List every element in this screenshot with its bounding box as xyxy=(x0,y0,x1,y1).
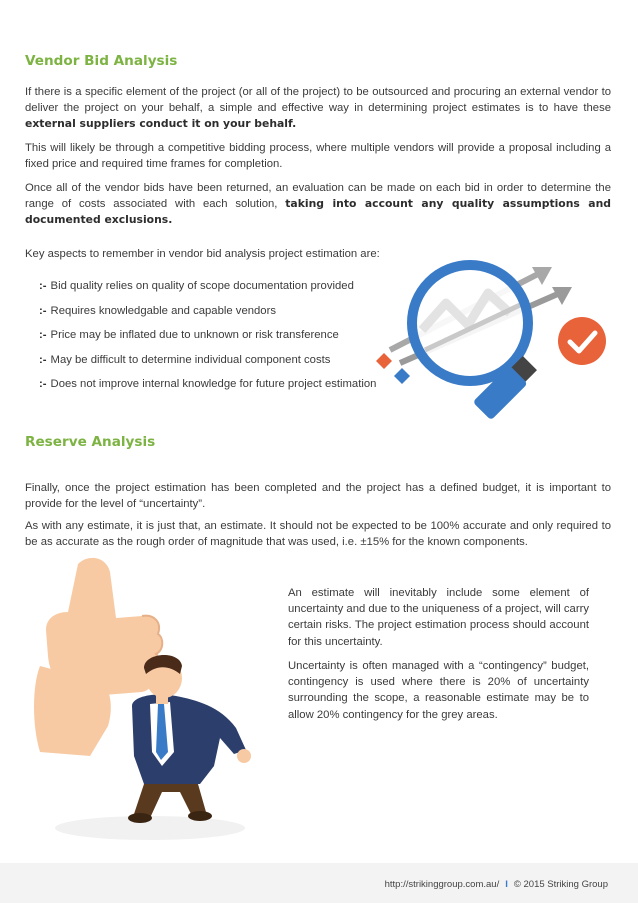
footer-separator: I xyxy=(505,879,508,890)
vendor-paragraph-1 xyxy=(25,84,611,133)
key-aspects-intro: Key aspects to remember in vendor bid analysis project estimation are: xyxy=(25,248,380,260)
bullet-text: Price may be inflated due to unknown or risk transference xyxy=(50,329,339,341)
list-item xyxy=(39,278,376,303)
bullet-text: Does not improve internal knowledge for future project estimation xyxy=(50,378,377,390)
check-badge-icon xyxy=(558,317,606,365)
list-item xyxy=(39,327,376,352)
thumbs-up-illustration xyxy=(30,556,270,846)
reserve-paragraph-1: Finally, once the project estimation has been completed and the project has a defined budget, it is important to provide for the level of “uncertainty”. xyxy=(25,482,611,511)
uncertainty-paragraph-2: Uncertainty is often managed with a “contingency” budget, contingency is used where there is 20% of uncertainty surrounding the scope, a reasonable estimate may be to allow 20% contingency for the grey areas. xyxy=(288,660,589,721)
reserve-paragraph-2: As with any estimate, it is just that, an estimate. It should not be expected to be 100% accurate and only required to be as accurate as the rough order of magnitude that was used, i.e. ±15% for the known components. xyxy=(25,520,611,549)
vendor-p1-text: If there is a specific element of the project (or all of the project) to be outsourced and procuring an external vendor to deliver the project on your behalf, a simple and effective way in determining project estimates is to have these xyxy=(25,86,611,115)
vendor-p3-text: Once all of the vendor bids have been returned, an evaluation can be made on each bid in order to determine the range of costs associated with each solution, xyxy=(25,182,611,211)
bullet-marker: :- xyxy=(39,353,47,366)
reserve-analysis-heading: Reserve Analysis xyxy=(25,434,156,450)
bullet-text: Requires knowledgable and capable vendors xyxy=(50,304,276,317)
magnifier-illustration xyxy=(370,255,620,430)
footer-url-link[interactable]: http://strikinggroup.com.au/ xyxy=(384,879,500,890)
blue-diamond-icon xyxy=(394,368,410,384)
footer-text xyxy=(385,879,608,890)
businessman-icon xyxy=(128,655,251,823)
vendor-p3-bold: taking into account any quality assumptions and documented exclusions. xyxy=(25,197,612,227)
bullet-marker: :- xyxy=(39,304,47,317)
footer-copyright: © 2015 Striking Group xyxy=(513,879,608,890)
vendor-paragraph-2: This will likely be through a competitive bidding process, where multiple vendors will provide a proposal including a fixed price and required time frames for completion. xyxy=(25,142,611,171)
page-footer xyxy=(0,863,638,903)
vendor-paragraph-3 xyxy=(25,180,611,229)
vendor-p1-bold: external suppliers conduct it on your behalf. xyxy=(25,117,297,131)
list-item xyxy=(39,303,376,328)
list-item xyxy=(39,376,376,401)
vendor-bid-analysis-heading: Vendor Bid Analysis xyxy=(25,53,178,69)
list-item xyxy=(39,352,376,377)
orange-diamond-icon xyxy=(376,353,392,369)
uncertainty-paragraph-1: An estimate will inevitably include some element of uncertainty and due to the uniqueness of a project, will carry certain risks. The project estimation process should account for this uncertainty. xyxy=(288,587,589,648)
bullet-text: Bid quality relies on quality of scope documentation provided xyxy=(50,280,354,292)
bullet-text: May be difficult to determine individual component costs xyxy=(50,353,331,366)
key-aspects-list xyxy=(39,278,376,401)
bullet-marker: :- xyxy=(39,378,47,390)
bullet-marker: :- xyxy=(39,329,47,341)
bullet-marker: :- xyxy=(39,280,47,292)
